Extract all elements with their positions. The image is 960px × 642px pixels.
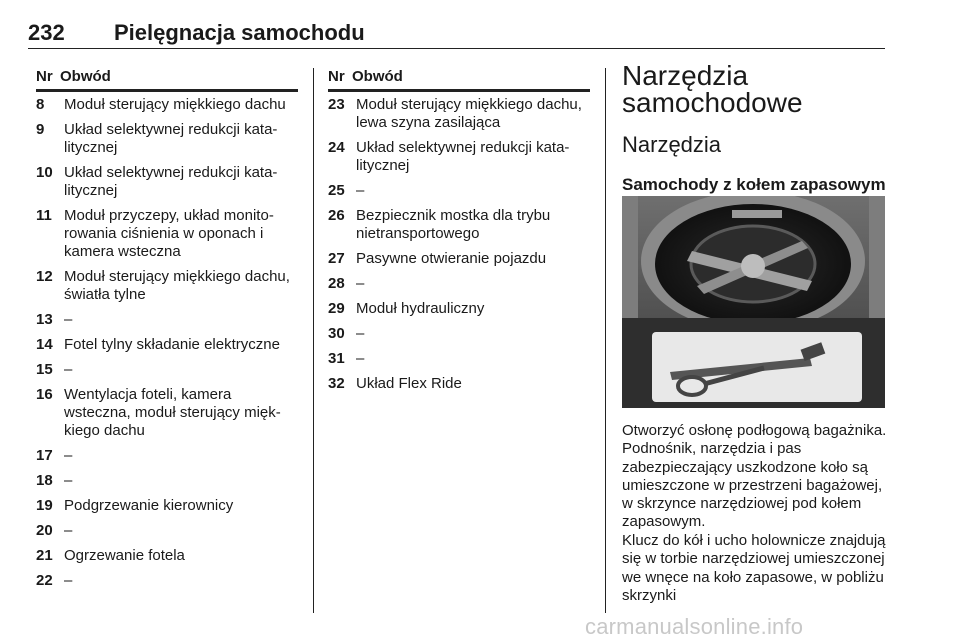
page-header [28,6,885,54]
col-circuit-header: Obwód [60,68,111,85]
fuse-number: 26 [328,207,345,224]
fuse-number: 14 [36,336,53,353]
fuse-table-right [328,68,590,396]
col-nr-header: Nr [36,68,53,85]
circuit-description: Układ Flex Ride [356,375,462,392]
section-title: Pielęgnacja samochodu [114,20,365,45]
table-row [328,246,590,271]
fuse-number: 22 [36,572,53,589]
fuse-number: 11 [36,207,52,224]
table-row [36,203,298,264]
fuse-number: 23 [328,96,345,113]
table-body [36,92,298,593]
fuse-number: 16 [36,386,53,403]
circuit-description: Bezpiecznik mostka dla trybu nietransportowego [356,207,551,242]
table-row [328,296,590,321]
circuit-description: – [356,350,365,367]
circuit-description: – [64,522,73,539]
fuse-number: 18 [36,472,53,489]
col-nr-header: Nr [328,68,345,85]
circuit-description: Ogrzewanie fotela [64,547,185,564]
circuit-description: – [356,182,365,199]
fuse-number: 10 [36,164,53,181]
table-row [36,493,298,518]
circuit-description: Układ selektywnej redukcji kata- litycznej [64,164,278,199]
table-row [36,443,298,468]
table-row [328,321,590,346]
table-body [328,92,590,396]
table-row [36,568,298,593]
table-row [36,264,298,307]
table-row [36,160,298,203]
circuit-description: Podgrzewanie kierownicy [64,497,234,514]
circuit-description: Pasywne otwieranie pojazdu [356,250,547,267]
circuit-description: – [64,447,73,464]
table-row [36,92,298,117]
watermark: carmanualsonline.info [585,614,804,639]
circuit-description: Moduł sterujący miękkiego dachu [64,96,286,113]
circuit-description: – [356,325,365,342]
table-row [328,371,590,396]
table-row [36,307,298,332]
heading-tools: Narzędzia [622,132,722,157]
fuse-number: 20 [36,522,53,539]
circuit-description: Wentylacja foteli, kamera wsteczna, moduł sterujący mięk- kiego dachu [64,386,281,439]
table-row [36,117,298,160]
circuit-description: Moduł sterujący miękkiego dachu, lewa szyna zasilająca [356,96,582,131]
table-header [36,68,298,92]
paragraph-1: Otworzyć osłonę podłogową bagażnika. Podnośnik, narzędzia i pas zabezpieczający uszkodzone koło są umieszczone w przestrzeni bagażowej, w skrzynce narzędziowej pod kołem zapasowym. [622,422,887,531]
circuit-description: – [356,275,365,292]
header-rule [28,48,885,49]
fuse-number: 24 [328,139,345,156]
circuit-description: Moduł przyczepy, układ monito- rowania ciśnienia w oponach i kamera wsteczna [64,207,274,260]
fuse-number: 25 [328,182,345,199]
table-row [36,468,298,493]
table-row [36,543,298,568]
table-row [36,332,298,357]
heading-vehicle-tools: Narzędzia samochodowe [622,60,803,118]
fuse-number: 19 [36,497,53,514]
fuse-number: 28 [328,275,345,292]
fuse-number: 9 [36,121,45,138]
fuse-number: 17 [36,447,53,464]
circuit-description: – [64,311,73,328]
circuit-description: – [64,361,73,378]
circuit-description: – [64,472,73,489]
table-row [328,346,590,371]
fuse-number: 30 [328,325,345,342]
circuit-description: Układ selektywnej redukcji kata- litycznej [64,121,278,156]
circuit-description: – [64,572,73,589]
circuit-description: Moduł sterujący miękkiego dachu, światła tylne [64,268,290,303]
table-row [328,178,590,203]
table-row [36,382,298,443]
page-number: 232 [28,20,65,45]
circuit-description: Układ selektywnej redukcji kata- litycznej [356,139,570,174]
fuse-number: 21 [36,547,53,564]
circuit-description: Moduł hydrauliczny [356,300,485,317]
table-header [328,68,590,92]
table-row [36,518,298,543]
fuse-number: 8 [36,96,45,113]
fuse-number: 15 [36,361,53,378]
fuse-number: 31 [328,350,345,367]
paragraph-2: Klucz do kół i ucho holownicze znajdują się w torbie narzędziowej umieszczonej we wnęce na koło zapasowe, w pobliżu skrzynki [622,532,886,604]
fuse-number: 12 [36,268,53,285]
table-row [36,357,298,382]
table-row [328,271,590,296]
table-row [328,92,590,135]
fuse-number: 32 [328,375,345,392]
fuse-number: 13 [36,311,53,328]
table-row [328,135,590,178]
column-divider [605,68,606,613]
column-divider [313,68,314,613]
fuse-number: 29 [328,300,345,317]
fuse-number: 27 [328,250,345,267]
col-circuit-header: Obwód [352,68,403,85]
table-row [328,203,590,246]
spare-wheel-tools-photo [622,196,885,408]
circuit-description: Fotel tylny składanie elektryczne [64,336,280,353]
heading-spare-wheel: Samochody z kołem zapasowym [622,175,886,194]
fuse-table-left [36,68,298,593]
tools-section [622,62,887,195]
